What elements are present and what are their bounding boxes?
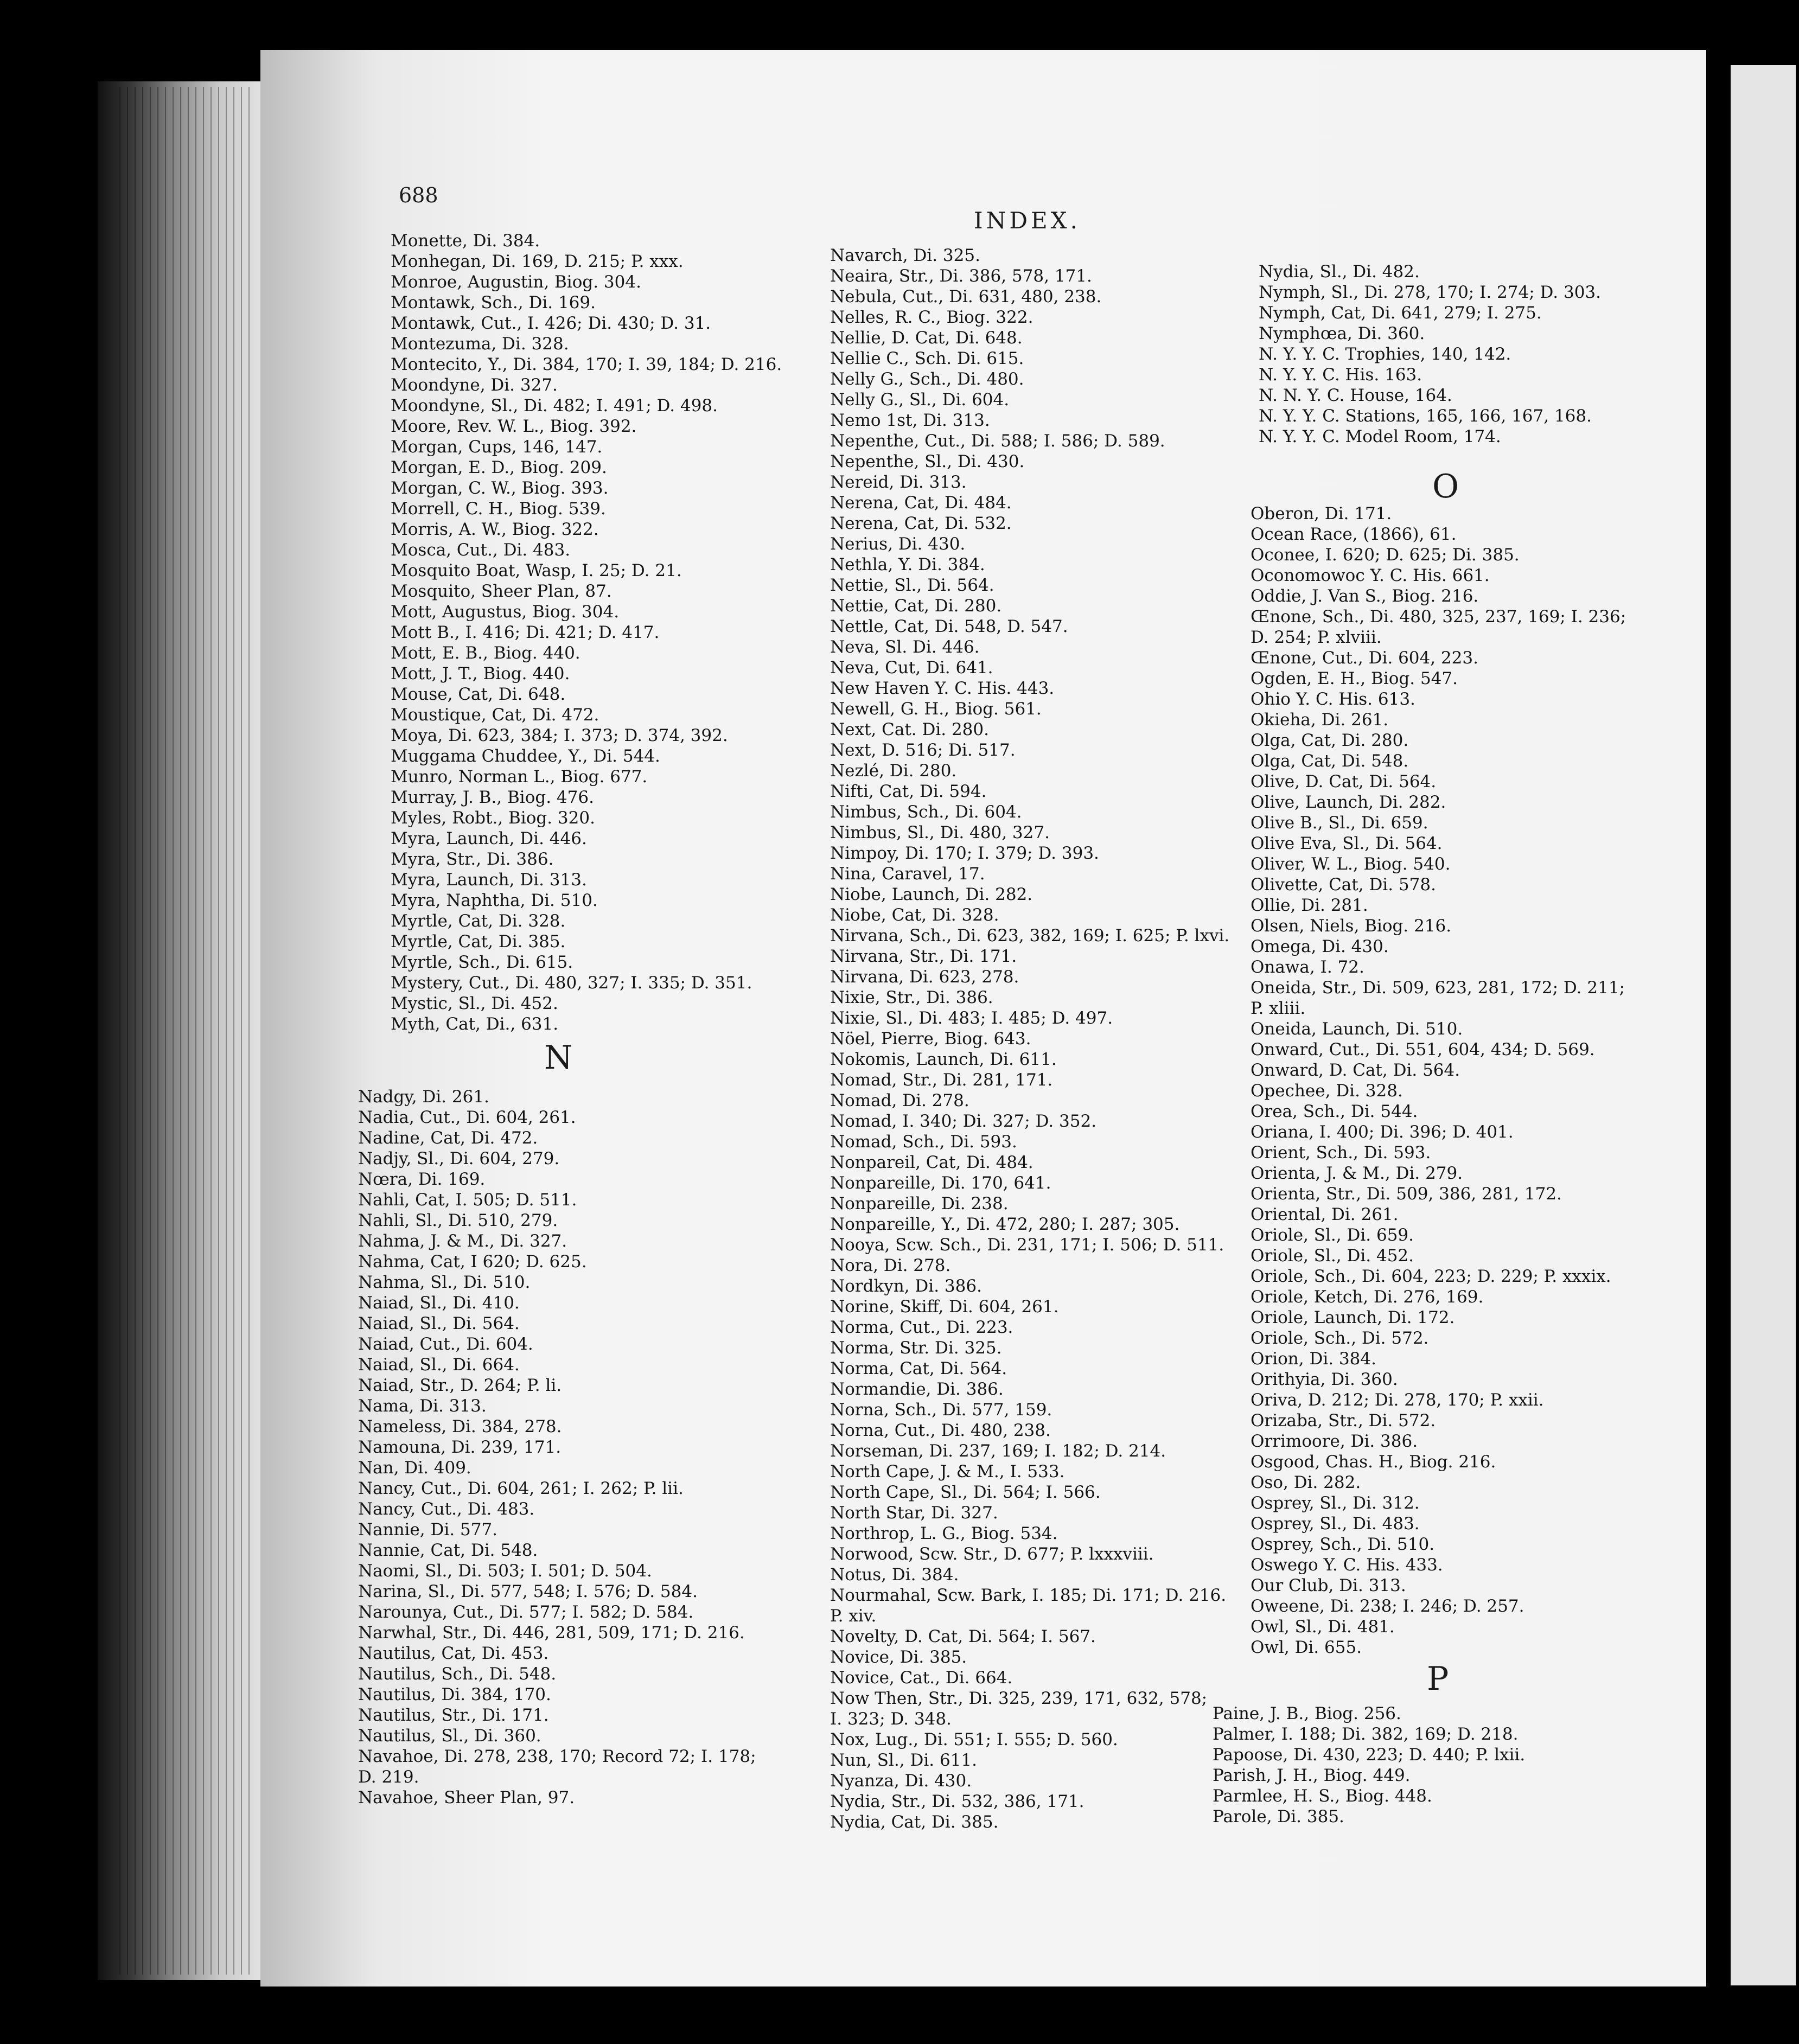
index-entry: Nebula, Cut., Di. 631, 480, 238. — [830, 287, 1102, 306]
index-entry: Ocean Race, (1866), 61. — [1251, 525, 1457, 544]
index-entry: Nifti, Cat, Di. 594. — [830, 782, 987, 801]
index-entry: N. Y. Y. C. His. 163. — [1259, 365, 1422, 385]
index-entry: Parole, Di. 385. — [1213, 1807, 1344, 1826]
index-entry: Oliver, W. L., Biog. 540. — [1251, 854, 1451, 874]
index-entry: Nautilus, Str., Di. 171. — [358, 1706, 549, 1725]
index-entry: Mosquito Boat, Wasp, I. 25; D. 21. — [391, 561, 682, 580]
index-entry: Œnone, Cut., Di. 604, 223. — [1251, 648, 1478, 668]
index-entry: Myth, Cat, Di., 631. — [391, 1014, 559, 1034]
index-entry: Orient, Sch., Di. 593. — [1251, 1143, 1431, 1162]
index-entry: Nimbus, Sch., Di. 604. — [830, 802, 1022, 822]
index-entry: Neaira, Str., Di. 386, 578, 171. — [830, 266, 1092, 286]
index-entry: Nymph, Sl., Di. 278, 170; I. 274; D. 303. — [1259, 283, 1601, 302]
index-entry: Nettie, Cat, Di. 280. — [830, 596, 1002, 616]
index-entry: Nun, Sl., Di. 611. — [830, 1751, 977, 1770]
index-entry: Nymphœa, Di. 360. — [1259, 324, 1425, 343]
index-entry: Montecito, Y., Di. 384, 170; I. 39, 184; D. 216. — [391, 355, 782, 374]
index-entry: P. xliii. — [1251, 999, 1306, 1018]
index-entry: Navahoe, Di. 278, 238, 170; Record 72; I. 178; — [358, 1747, 756, 1766]
index-entry: Nahma, J. & M., Di. 327. — [358, 1231, 567, 1251]
index-entry: Nepenthe, Sl., Di. 430. — [830, 452, 1025, 471]
index-entry: Nettie, Sl., Di. 564. — [830, 576, 994, 595]
index-entry: Nimpoy, Di. 170; I. 379; D. 393. — [830, 844, 1099, 863]
index-entry: Nezlé, Di. 280. — [830, 761, 957, 781]
index-entry: Mouse, Cat, Di. 648. — [391, 685, 566, 704]
index-entry: Onward, D. Cat, Di. 564. — [1251, 1061, 1460, 1080]
index-entry: Nonpareil, Cat, Di. 484. — [830, 1153, 1034, 1172]
index-entry: Next, D. 516; Di. 517. — [830, 740, 1016, 760]
index-entry: Nonpareille, Di. 238. — [830, 1194, 1009, 1213]
index-entry: Narwhal, Str., Di. 446, 281, 509, 171; D. 216. — [358, 1623, 745, 1643]
index-entry: Nomad, Sch., Di. 593. — [830, 1132, 1017, 1152]
index-entry: Norma, Cat, Di. 564. — [830, 1359, 1007, 1378]
index-entry: Our Club, Di. 313. — [1251, 1576, 1406, 1595]
index-entry: Next, Cat. Di. 280. — [830, 720, 989, 739]
index-entry: Nerius, Di. 430. — [830, 534, 966, 554]
index-entry: Neva, Cut, Di. 641. — [830, 658, 993, 678]
index-entry: Olive Eva, Sl., Di. 564. — [1251, 834, 1443, 853]
index-entry: Nan, Di. 409. — [358, 1458, 471, 1478]
index-entry: Muggama Chuddee, Y., Di. 544. — [391, 746, 660, 766]
index-entry: Myra, Str., Di. 386. — [391, 849, 554, 869]
index-entry: Montawk, Cut., I. 426; Di. 430; D. 31. — [391, 314, 711, 333]
index-entry: Nahli, Cat, I. 505; D. 511. — [358, 1190, 577, 1210]
index-entry: Norma, Str. Di. 325. — [830, 1338, 1002, 1358]
index-entry: Osprey, Sl., Di. 483. — [1251, 1514, 1420, 1534]
index-entry: Nox, Lug., Di. 551; I. 555; D. 560. — [830, 1730, 1118, 1749]
index-entry: Nirvana, Di. 623, 278. — [830, 967, 1019, 987]
index-entry: Nadjy, Sl., Di. 604, 279. — [358, 1149, 560, 1168]
index-entry: Nethla, Y. Di. 384. — [830, 555, 985, 574]
index-entry: Oso, Di. 282. — [1251, 1473, 1361, 1492]
index-entry: Myra, Launch, Di. 446. — [391, 829, 587, 848]
index-entry: Nepenthe, Cut., Di. 588; I. 586; D. 589. — [830, 431, 1165, 451]
index-entry: Norseman, Di. 237, 169; I. 182; D. 214. — [830, 1441, 1166, 1461]
page-stack-lines — [119, 87, 255, 1975]
index-entry: Morris, A. W., Biog. 322. — [391, 520, 599, 539]
index-entry: Myles, Robt., Biog. 320. — [391, 808, 595, 828]
index-entry: Nahma, Sl., Di. 510. — [358, 1273, 531, 1292]
index-entry: Okieha, Di. 261. — [1251, 710, 1389, 730]
index-entry: Myra, Naphtha, Di. 510. — [391, 891, 598, 910]
index-column-1-m-entries — [391, 231, 782, 1034]
index-entry: Nomad, I. 340; Di. 327; D. 352. — [830, 1112, 1097, 1131]
index-entry: Oriole, Ketch, Di. 276, 169. — [1251, 1287, 1484, 1307]
index-entry: Nydia, Cat, Di. 385. — [830, 1812, 999, 1832]
index-entry: Now Then, Str., Di. 325, 239, 171, 632, 578; — [830, 1689, 1208, 1708]
index-entry: Nautilus, Di. 384, 170. — [358, 1685, 551, 1704]
page-title: INDEX. — [974, 207, 1081, 234]
index-entry: Mott, J. T., Biog. 440. — [391, 664, 570, 684]
index-entry: Narina, Sl., Di. 577, 548; I. 576; D. 584. — [358, 1582, 698, 1601]
index-entry: Nöel, Pierre, Biog. 643. — [830, 1029, 1031, 1049]
index-entry: Montezuma, Di. 328. — [391, 334, 569, 354]
index-entry: Olive B., Sl., Di. 659. — [1251, 813, 1428, 833]
index-entry: Nelles, R. C., Biog. 322. — [830, 308, 1034, 327]
index-entry: Moondyne, Sl., Di. 482; I. 491; D. 498. — [391, 396, 718, 416]
index-entry: Mosca, Cut., Di. 483. — [391, 540, 571, 560]
index-entry: Osprey, Sl., Di. 312. — [1251, 1493, 1420, 1513]
index-entry: Niobe, Cat, Di. 328. — [830, 905, 999, 925]
index-column-1-n-entries — [358, 1087, 756, 1808]
index-entry: I. 323; D. 348. — [830, 1709, 952, 1729]
index-entry: Olga, Cat, Di. 280. — [1251, 731, 1409, 750]
index-entry: Oriole, Launch, Di. 172. — [1251, 1308, 1455, 1327]
index-entry: Nelly G., Sl., Di. 604. — [830, 390, 1010, 410]
index-entry: Oriental, Di. 261. — [1251, 1205, 1399, 1224]
index-entry: Mott B., I. 416; Di. 421; D. 417. — [391, 623, 660, 642]
index-entry: Olsen, Niels, Biog. 216. — [1251, 916, 1452, 936]
index-entry: Nautilus, Sl., Di. 360. — [358, 1726, 541, 1746]
index-entry: Munro, Norman L., Biog. 677. — [391, 767, 648, 787]
index-entry: Oriole, Sch., Di. 572. — [1251, 1328, 1429, 1348]
index-entry: Nemo 1st, Di. 313. — [830, 411, 990, 430]
index-entry: Nymph, Cat, Di. 641, 279; I. 275. — [1259, 303, 1542, 323]
index-entry: Nautilus, Cat, Di. 453. — [358, 1644, 549, 1663]
index-entry: Novice, Cat., Di. 664. — [830, 1668, 1013, 1688]
index-entry: Myrtle, Cat, Di. 328. — [391, 911, 566, 931]
index-entry: North Star, Di. 327. — [830, 1503, 998, 1523]
index-entry: Opechee, Di. 328. — [1251, 1081, 1403, 1101]
index-entry: Papoose, Di. 430, 223; D. 440; P. lxii. — [1213, 1745, 1526, 1765]
index-entry: Mystic, Sl., Di. 452. — [391, 994, 558, 1013]
index-entry: Orienta, Str., Di. 509, 386, 281, 172. — [1251, 1184, 1562, 1204]
index-entry: Northrop, L. G., Biog. 534. — [830, 1524, 1058, 1543]
index-entry: Norwood, Scw. Str., D. 677; P. lxxxviii. — [830, 1544, 1154, 1564]
index-entry: Nooya, Scw. Sch., Di. 231, 171; I. 506; D. 511. — [830, 1235, 1224, 1255]
index-entry: Nomad, Str., Di. 281, 171. — [830, 1070, 1053, 1090]
index-entry: Oswego Y. C. His. 433. — [1251, 1555, 1443, 1575]
index-entry: Nydia, Str., Di. 532, 386, 171. — [830, 1792, 1084, 1811]
index-entry: Ohio Y. C. His. 613. — [1251, 689, 1415, 709]
index-entry: Nixie, Str., Di. 386. — [830, 988, 993, 1007]
index-entry: Moondyne, Di. 327. — [391, 375, 558, 395]
page-number: 688 — [399, 183, 438, 207]
index-entry: Neva, Sl. Di. 446. — [830, 637, 980, 657]
index-entry: Nerena, Cat, Di. 484. — [830, 493, 1012, 513]
index-entry: Nelly G., Sch., Di. 480. — [830, 369, 1024, 389]
index-entry: Orithyia, Di. 360. — [1251, 1370, 1398, 1389]
index-entry: Novelty, D. Cat, Di. 564; I. 567. — [830, 1627, 1096, 1646]
index-entry: Nora, Di. 278. — [830, 1256, 951, 1275]
index-entry: Œnone, Sch., Di. 480, 325, 237, 169; I. 236; — [1251, 607, 1626, 627]
index-entry: Norna, Cut., Di. 480, 238. — [830, 1421, 1051, 1440]
index-entry: Olga, Cat, Di. 548. — [1251, 751, 1409, 771]
index-entry: Nancy, Cut., Di. 483. — [358, 1499, 535, 1519]
index-entry: Oriole, Sl., Di. 452. — [1251, 1246, 1414, 1266]
index-entry: Moya, Di. 623, 384; I. 373; D. 374, 392. — [391, 726, 728, 745]
index-entry: Monette, Di. 384. — [391, 231, 540, 251]
index-entry: Naiad, Str., D. 264; P. li. — [358, 1376, 562, 1395]
index-entry: N. Y. Y. C. Trophies, 140, 142. — [1259, 344, 1511, 364]
index-entry: Nonpareille, Y., Di. 472, 280; I. 287; 305. — [830, 1215, 1180, 1234]
index-entry: Naomi, Sl., Di. 503; I. 501; D. 504. — [358, 1561, 652, 1581]
index-entry: Normandie, Di. 386. — [830, 1379, 1004, 1399]
index-entry: Nydia, Sl., Di. 482. — [1259, 262, 1420, 282]
index-entry: Norna, Sch., Di. 577, 159. — [830, 1400, 1052, 1420]
index-entry: North Cape, Sl., Di. 564; I. 566. — [830, 1483, 1101, 1502]
index-entry: N. Y. Y. C. Model Room, 174. — [1259, 427, 1501, 446]
index-entry: Navahoe, Sheer Plan, 97. — [358, 1788, 575, 1807]
section-letter-n: N — [544, 1039, 573, 1077]
index-entry: Onward, Cut., Di. 551, 604, 434; D. 569. — [1251, 1040, 1595, 1059]
index-entry: Mott, E. B., Biog. 440. — [391, 643, 580, 663]
index-entry: Oconomowoc Y. C. His. 661. — [1251, 566, 1490, 585]
index-entry: New Haven Y. C. His. 443. — [830, 679, 1055, 698]
index-entry: Nerena, Cat, Di. 532. — [830, 514, 1012, 533]
index-entry: Owl, Di. 655. — [1251, 1638, 1362, 1657]
index-entry: P. xiv. — [830, 1606, 877, 1626]
index-entry: Oneida, Str., Di. 509, 623, 281, 172; D. 211; — [1251, 978, 1625, 998]
index-entry: Nyanza, Di. 430. — [830, 1771, 972, 1791]
index-entry: Oddie, J. Van S., Biog. 216. — [1251, 586, 1479, 606]
index-entry: Ollie, Di. 281. — [1251, 896, 1368, 915]
index-entry: Naiad, Sl., Di. 410. — [358, 1293, 520, 1313]
index-entry: Myrtle, Cat, Di. 385. — [391, 932, 566, 951]
index-entry: Nixie, Sl., Di. 483; I. 485; D. 497. — [830, 1008, 1113, 1028]
index-entry: Mosquito, Sheer Plan, 87. — [391, 582, 612, 601]
index-entry: Niobe, Launch, Di. 282. — [830, 885, 1033, 904]
index-entry: Naiad, Sl., Di. 564. — [358, 1314, 520, 1333]
index-entry: Nellie C., Sch. Di. 615. — [830, 349, 1024, 368]
index-column-3-p-entries — [1213, 1703, 1525, 1827]
index-entry: Nœra, Di. 169. — [358, 1170, 486, 1189]
index-entry: Nirvana, Str., Di. 171. — [830, 947, 1017, 966]
index-entry: Nereid, Di. 313. — [830, 472, 967, 492]
index-entry: Mystery, Cut., Di. 480, 327; I. 335; D. 351. — [391, 973, 752, 993]
index-entry: Namouna, Di. 239, 171. — [358, 1438, 562, 1457]
index-entry: Monroe, Augustin, Biog. 304. — [391, 272, 641, 292]
index-entry: Oconee, I. 620; D. 625; Di. 385. — [1251, 545, 1520, 565]
index-entry: Montawk, Sch., Di. 169. — [391, 293, 596, 312]
index-entry: Nourmahal, Scw. Bark, I. 185; Di. 171; D. 216. — [830, 1586, 1227, 1605]
index-entry: Nordkyn, Di. 386. — [830, 1276, 982, 1296]
index-column-3-n-entries — [1259, 261, 1601, 447]
index-entry: Nomad, Di. 278. — [830, 1091, 969, 1110]
section-letter-p: P — [1427, 1660, 1449, 1698]
index-entry: N. Y. Y. C. Stations, 165, 166, 167, 168. — [1259, 406, 1592, 426]
index-entry: Parish, J. H., Biog. 449. — [1213, 1766, 1411, 1785]
adjacent-page-edge — [1731, 65, 1796, 1985]
index-entry: Oriole, Sl., Di. 659. — [1251, 1225, 1414, 1245]
index-entry: Nautilus, Sch., Di. 548. — [358, 1664, 557, 1684]
index-entry: Moore, Rev. W. L., Biog. 392. — [391, 417, 637, 436]
index-entry: Onawa, I. 72. — [1251, 957, 1364, 977]
index-entry: Nonpareille, Di. 170, 641. — [830, 1173, 1051, 1193]
index-entry: Newell, G. H., Biog. 561. — [830, 699, 1042, 719]
index-entry: Osgood, Chas. H., Biog. 216. — [1251, 1452, 1496, 1472]
index-entry: Nahma, Cat, I 620; D. 625. — [358, 1252, 587, 1272]
index-entry: Ogden, E. H., Biog. 547. — [1251, 669, 1458, 688]
index-entry: North Cape, J. & M., I. 533. — [830, 1462, 1065, 1481]
index-entry: Myrtle, Sch., Di. 615. — [391, 953, 573, 972]
index-entry: Norma, Cut., Di. 223. — [830, 1318, 1013, 1337]
index-entry: Mott, Augustus, Biog. 304. — [391, 602, 620, 622]
index-entry: Nina, Caravel, 17. — [830, 864, 985, 884]
index-entry: Omega, Di. 430. — [1251, 937, 1389, 956]
index-entry: Palmer, I. 188; Di. 382, 169; D. 218. — [1213, 1724, 1519, 1744]
index-entry: Osprey, Sch., Di. 510. — [1251, 1535, 1435, 1554]
index-entry: Orienta, J. & M., Di. 279. — [1251, 1164, 1463, 1183]
index-entry: Nadia, Cut., Di. 604, 261. — [358, 1108, 576, 1127]
index-entry: Paine, J. B., Biog. 256. — [1213, 1704, 1401, 1723]
index-entry: Myra, Launch, Di. 313. — [391, 870, 587, 890]
index-entry: Olive, D. Cat, Di. 564. — [1251, 772, 1437, 791]
index-entry: Nellie, D. Cat, Di. 648. — [830, 328, 1023, 348]
index-entry: Morgan, E. D., Biog. 209. — [391, 458, 607, 477]
index-entry: Nannie, Di. 577. — [358, 1520, 498, 1540]
index-entry: Orizaba, Str., Di. 572. — [1251, 1411, 1436, 1430]
index-column-3-o-entries — [1251, 503, 1626, 1658]
index-entry: Nadgy, Di. 261. — [358, 1087, 489, 1107]
index-entry: Oberon, Di. 171. — [1251, 504, 1392, 523]
index-entry: Nettle, Cat, Di. 548, D. 547. — [830, 617, 1068, 636]
index-entry: Murray, J. B., Biog. 476. — [391, 788, 594, 807]
index-entry: Oriole, Sch., Di. 604, 223; D. 229; P. xxxix. — [1251, 1267, 1611, 1286]
index-entry: Naiad, Cut., Di. 604. — [358, 1334, 533, 1354]
index-entry: Olivette, Cat, Di. 578. — [1251, 875, 1436, 895]
index-entry: Nama, Di. 313. — [358, 1396, 487, 1416]
index-entry: Nimbus, Sl., Di. 480, 327. — [830, 823, 1050, 842]
index-entry: Owl, Sl., Di. 481. — [1251, 1617, 1395, 1637]
index-entry: Narounya, Cut., Di. 577; I. 582; D. 584. — [358, 1602, 694, 1622]
index-entry: Morrell, C. H., Biog. 539. — [391, 499, 606, 519]
index-entry: Morgan, C. W., Biog. 393. — [391, 478, 609, 498]
index-entry: Oriva, D. 212; Di. 278, 170; P. xxii. — [1251, 1390, 1544, 1410]
index-entry: Notus, Di. 384. — [830, 1565, 959, 1585]
index-entry: Orion, Di. 384. — [1251, 1349, 1376, 1369]
index-entry: N. N. Y. C. House, 164. — [1259, 386, 1452, 405]
index-entry: Nokomis, Launch, Di. 611. — [830, 1050, 1057, 1069]
index-entry: Parmlee, H. S., Biog. 448. — [1213, 1786, 1432, 1806]
index-entry: Nameless, Di. 384, 278. — [358, 1417, 562, 1436]
index-entry: Nancy, Cut., Di. 604, 261; I. 262; P. lii. — [358, 1479, 684, 1498]
index-entry: Nirvana, Sch., Di. 623, 382, 169; I. 625; P. lxvi. — [830, 926, 1230, 946]
index-entry: Nannie, Cat, Di. 548. — [358, 1541, 538, 1560]
index-entry: Oweene, Di. 238; I. 246; D. 257. — [1251, 1596, 1524, 1616]
index-entry: Moustique, Cat, Di. 472. — [391, 705, 599, 725]
index-entry: Morgan, Cups, 146, 147. — [391, 437, 603, 457]
index-entry: Novice, Di. 385. — [830, 1647, 967, 1667]
index-entry: Nahli, Sl., Di. 510, 279. — [358, 1211, 558, 1230]
index-entry: Norine, Skiff, Di. 604, 261. — [830, 1297, 1059, 1317]
index-entry: D. 254; P. xlviii. — [1251, 628, 1382, 647]
index-column-2-n-entries — [830, 245, 1229, 1832]
index-entry: Nadine, Cat, Di. 472. — [358, 1128, 538, 1148]
index-entry: Oriana, I. 400; Di. 396; D. 401. — [1251, 1122, 1514, 1142]
index-entry: Naiad, Sl., Di. 664. — [358, 1355, 520, 1375]
index-entry: Orrimoore, Di. 386. — [1251, 1432, 1418, 1451]
index-entry: Navarch, Di. 325. — [830, 246, 980, 265]
index-entry: D. 219. — [358, 1767, 419, 1787]
section-letter-o: O — [1432, 468, 1459, 506]
index-entry: Orea, Sch., Di. 544. — [1251, 1102, 1418, 1121]
index-entry: Olive, Launch, Di. 282. — [1251, 793, 1446, 812]
index-entry: Monhegan, Di. 169, D. 215; P. xxx. — [391, 252, 684, 271]
index-entry: Oneida, Launch, Di. 510. — [1251, 1019, 1463, 1039]
